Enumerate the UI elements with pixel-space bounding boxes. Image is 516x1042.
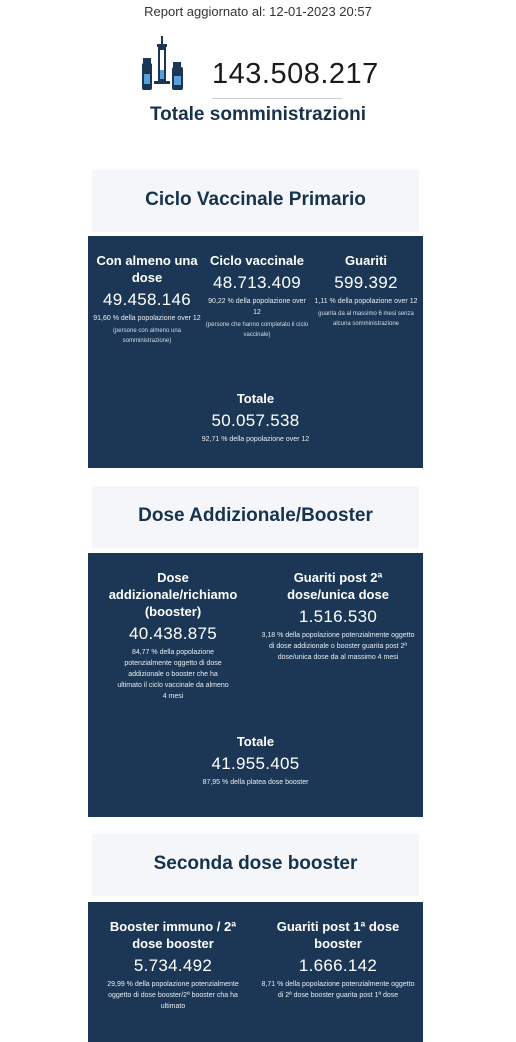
recovered-post-second — [260, 569, 416, 663]
recovered-post-second-title: Guariti post 2ª dose/unica dose — [287, 570, 389, 602]
total-doses-label: Totale somministrazioni — [149, 104, 367, 125]
report-timestamp: Report aggiornato al: 12-01-2023 20:57 — [144, 4, 372, 19]
recovered-desc: 1,11 % della popolazione over 12 — [314, 298, 418, 305]
recovered-title: Guariti — [345, 253, 387, 268]
recovered-post-first-booster-value: 1.666.142 — [298, 956, 378, 975]
recovered-note: guarita da al massimo 6 mesi senza alcuna somministrazione — [318, 311, 414, 327]
primary-total-title: Totale — [236, 391, 275, 406]
at-least-one-dose-value: 49.458.146 — [102, 290, 192, 309]
booster-dose-desc: 84,77 % della popolazione potenzialmente oggetto di dose addizionale o booster che ha ultimato il ciclo vaccinale da almeno 4 mesi — [117, 649, 229, 700]
full-cycle-title: Ciclo vaccinale — [210, 253, 304, 268]
booster-total-value: 41.955.405 — [211, 754, 300, 773]
booster-dose-value: 40.438.875 — [128, 624, 218, 643]
recovered-post-second-value: 1.516.530 — [298, 607, 378, 626]
primary-total-desc: 92,71 % della popolazione over 12 — [201, 436, 310, 443]
full-cycle — [204, 252, 310, 340]
second-booster-value: 5.734.492 — [133, 956, 213, 975]
recovered-post-first-booster-title: Guariti post 1ª dose booster — [276, 919, 400, 951]
second-booster-dose — [98, 918, 248, 1012]
primary-total-value: 50.057.538 — [211, 411, 300, 430]
at-least-one-dose — [92, 252, 202, 346]
booster-dose — [98, 569, 248, 702]
primary-cycle-heading: Ciclo Vaccinale Primario — [92, 170, 419, 232]
second-booster-heading: Seconda dose booster — [92, 834, 419, 896]
booster-heading: Dose Addizionale/Booster — [92, 486, 419, 548]
recovered — [312, 252, 420, 329]
recovered-post-first-booster — [260, 918, 416, 1001]
full-cycle-value: 48.713.409 — [212, 273, 302, 292]
vaccine-icon — [140, 36, 186, 92]
divider — [212, 98, 342, 99]
at-least-one-dose-desc: 91,60 % della popolazione over 12 — [93, 315, 201, 322]
booster-total-desc: 87,95 % della platea dose booster — [202, 779, 309, 786]
total-summary — [0, 34, 516, 134]
booster-dose-title: Dose addizionale/richiamo (booster) — [108, 570, 238, 619]
recovered-post-second-desc: 3,18 % della popolazione potenzialmente oggetto di dose addizionale o booster guarita post 2ª dose/unica dose da al massimo 4 mesi — [261, 632, 415, 661]
total-doses-value: 143.508.217 — [212, 58, 379, 90]
at-least-one-dose-title: Con almeno una dose — [96, 253, 198, 285]
at-least-one-dose-note: (persone con almeno una somministrazione) — [112, 328, 182, 344]
second-booster-panel — [88, 902, 423, 1042]
booster-total-title: Totale — [236, 734, 275, 749]
booster-total — [148, 733, 363, 788]
recovered-value: 599.392 — [334, 273, 398, 292]
full-cycle-note: (persone che hanno completato il ciclo vaccinale) — [205, 322, 309, 338]
primary-total — [148, 390, 363, 445]
primary-cycle-panel — [88, 236, 423, 468]
booster-panel — [88, 553, 423, 817]
second-booster-desc: 29,99 % della popolazione potenzialmente oggetto di dose booster/2ª booster cha ha ultimato — [107, 981, 239, 1010]
full-cycle-desc: 90,22 % della popolazione over 12 — [208, 298, 306, 316]
second-booster-title: Booster immuno / 2ª dose booster — [109, 919, 237, 951]
recovered-post-first-booster-desc: 8,71 % della popolazione potenzialmente oggetto di 2ª dose booster guarita post 1ª dose — [261, 981, 415, 999]
